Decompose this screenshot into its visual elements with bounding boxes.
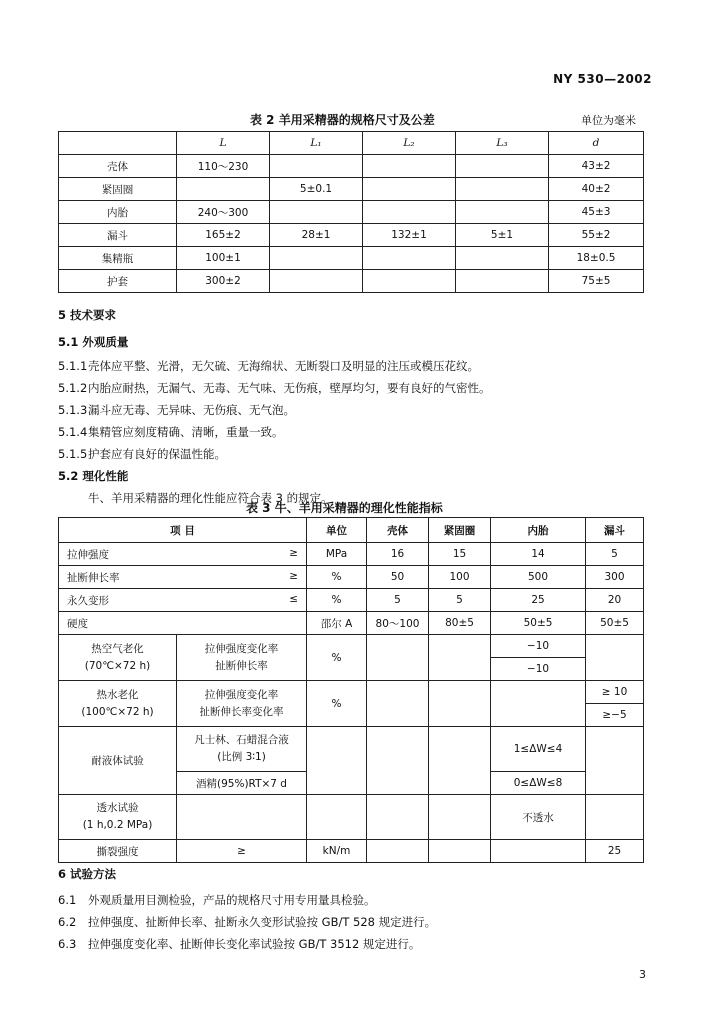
para-text: 漏斗应无毒、无异味、无伤痕、无气泡。: [88, 403, 295, 417]
property-name: 热空气老化 (70℃×72 h): [59, 635, 177, 681]
table3-header: 内胎: [491, 518, 586, 543]
table2-header-row: [59, 132, 644, 155]
value-cell: [586, 635, 644, 681]
para-text: 集精管应刻度精确、清晰，重量一致。: [88, 425, 284, 439]
table-row: [59, 201, 644, 224]
paragraph-6-1: [58, 892, 376, 908]
value-cell: [586, 727, 644, 795]
unit-cell: [307, 795, 367, 840]
section51-title: 5.1 外观质量: [58, 335, 129, 349]
table3-header: 单位: [307, 518, 367, 543]
table2-header: L₂: [363, 132, 456, 155]
component-name: 紧固圈: [59, 178, 177, 201]
dimension-cell: 43±2: [549, 155, 644, 178]
dimension-cell: [363, 270, 456, 293]
table2-caption: 表 2 羊用采精器的规格尺寸及公差: [250, 113, 435, 127]
table3-header: 漏斗: [586, 518, 644, 543]
value-cell: [367, 635, 429, 681]
dimension-cell: [270, 201, 363, 224]
table3-caption: 表 3 牛、羊用采精器的理化性能指标: [246, 501, 443, 515]
para-number: 6.3: [58, 937, 77, 951]
value-cell: 5: [367, 589, 429, 612]
unit-cell: MPa: [307, 543, 367, 566]
value-cell: 15: [429, 543, 491, 566]
property-name: 永久变形 ≤: [59, 589, 307, 612]
sub-property: 拉伸强度变化率 扯断伸长率: [177, 635, 307, 681]
para-text: 壳体应平整、光滑，无欠硫、无海绵状、无断裂口及明显的注压或模压花纹。: [88, 359, 479, 373]
paragraph-6-2: [58, 914, 436, 930]
unit-cell: %: [307, 635, 367, 681]
table-row: [59, 247, 644, 270]
table3-header: 壳体: [367, 518, 429, 543]
dimension-cell: 300±2: [177, 270, 270, 293]
value-cell: 16: [367, 543, 429, 566]
unit-cell: %: [307, 589, 367, 612]
property-name: 拉伸强度 ≥: [59, 543, 307, 566]
dimension-cell: 100±1: [177, 247, 270, 270]
value-cell: 80±5: [429, 612, 491, 635]
dimension-cell: 18±0.5: [549, 247, 644, 270]
sub-property: 拉伸强度变化率 扯断伸长率变化率: [177, 681, 307, 727]
table-row: [59, 178, 644, 201]
section5-title: 5 技术要求: [58, 308, 117, 322]
dimension-cell: [270, 270, 363, 293]
value-cell: 25: [586, 840, 644, 863]
value-cell: ≥ 10: [586, 681, 644, 704]
table-row: [59, 727, 644, 772]
component-name: 漏斗: [59, 224, 177, 247]
unit-cell: 邵尔 A: [307, 612, 367, 635]
para-number: 5.1.5: [58, 447, 88, 461]
table3-header: 紧固圈: [429, 518, 491, 543]
unit-cell: %: [307, 566, 367, 589]
value-cell: 50±5: [586, 612, 644, 635]
paragraph-5-1-2: [58, 380, 491, 396]
dimension-cell: [363, 155, 456, 178]
value-cell: 不透水: [491, 795, 586, 840]
dimension-cell: 132±1: [363, 224, 456, 247]
dimension-cell: 55±2: [549, 224, 644, 247]
property-name: 撕裂强度: [59, 840, 177, 863]
para-number: 5.1.4: [58, 425, 88, 439]
property-name: 透水试验 (1 h,0.2 MPa): [59, 795, 177, 840]
paragraph-6-3: [58, 936, 420, 952]
unit-cell: %: [307, 681, 367, 727]
table3-header-row: [59, 518, 644, 543]
para-number: 6.1: [58, 893, 77, 907]
value-cell: [367, 681, 429, 727]
table-row: [59, 224, 644, 247]
value-cell: 20: [586, 589, 644, 612]
dimension-cell: 75±5: [549, 270, 644, 293]
table-row: [59, 566, 644, 589]
standard-number: NY 530—2002: [553, 72, 652, 86]
value-cell: [586, 795, 644, 840]
page-number: 3: [639, 968, 646, 981]
para-number: 6.2: [58, 915, 77, 929]
value-cell: 100: [429, 566, 491, 589]
dimension-cell: [456, 178, 549, 201]
dimension-cell: [456, 247, 549, 270]
dimension-cell: [363, 201, 456, 224]
table2-header: L₃: [456, 132, 549, 155]
section52-text: 牛、羊用采精器的理化性能应符合表 3 的规定。: [88, 491, 333, 505]
table-row: [59, 612, 644, 635]
property-name: 硬度: [59, 612, 307, 635]
dimension-cell: [270, 155, 363, 178]
table-row: [59, 155, 644, 178]
property-name: 耐液体试验: [59, 727, 177, 795]
table-row: [59, 589, 644, 612]
value-cell: 5: [586, 543, 644, 566]
value-cell: 14: [491, 543, 586, 566]
para-text: 护套应有良好的保温性能。: [88, 447, 226, 461]
table2-unit: 单位为毫米: [581, 114, 636, 127]
sub-property: 酒精(95%)RT×7 d: [177, 772, 307, 795]
para-text: 外观质量用目测检验，产品的规格尺寸用专用量具检验。: [88, 893, 376, 907]
property-name: 热水老化 (100℃×72 h): [59, 681, 177, 727]
value-cell: 0≤ΔW≤8: [491, 772, 586, 795]
value-cell: 50±5: [491, 612, 586, 635]
dimension-cell: 110～230: [177, 155, 270, 178]
table2-header: L₁: [270, 132, 363, 155]
component-name: 壳体: [59, 155, 177, 178]
value-cell: [429, 840, 491, 863]
paragraph-5-1-5: [58, 446, 226, 462]
para-number: 5.1.1: [58, 359, 88, 373]
component-name: 集精瓶: [59, 247, 177, 270]
table2: [58, 131, 644, 293]
value-cell: [367, 727, 429, 795]
sub-property: ≥: [177, 840, 307, 863]
table3: [58, 517, 644, 863]
dimension-cell: [456, 270, 549, 293]
value-cell: [429, 795, 491, 840]
dimension-cell: 5±1: [456, 224, 549, 247]
value-cell: 300: [586, 566, 644, 589]
value-cell: [367, 795, 429, 840]
table2-header: d: [549, 132, 644, 155]
table3-header: 项 目: [59, 518, 307, 543]
para-text: 内胎应耐热，无漏气、无毒、无气味、无伤痕，壁厚均匀，要有良好的气密性。: [88, 381, 491, 395]
value-cell: [429, 681, 491, 727]
value-cell: [491, 681, 586, 727]
table-row: [59, 543, 644, 566]
value-cell: [491, 840, 586, 863]
dimension-cell: [363, 247, 456, 270]
value-cell: [429, 635, 491, 681]
dimension-cell: 5±0.1: [270, 178, 363, 201]
dimension-cell: [270, 247, 363, 270]
para-text: 拉伸强度变化率、扯断伸长变化率试验按 GB/T 3512 规定进行。: [88, 937, 421, 951]
dimension-cell: 165±2: [177, 224, 270, 247]
paragraph-5-1-3: [58, 402, 295, 418]
component-name: 护套: [59, 270, 177, 293]
value-cell: 1≤ΔW≤4: [491, 727, 586, 772]
section52-title: 5.2 理化性能: [58, 469, 129, 483]
value-cell: −10: [491, 658, 586, 681]
dimension-cell: 40±2: [549, 178, 644, 201]
component-name: 内胎: [59, 201, 177, 224]
value-cell: [367, 840, 429, 863]
dimension-cell: [456, 201, 549, 224]
table-row: [59, 681, 644, 704]
value-cell: −10: [491, 635, 586, 658]
sub-property: [177, 795, 307, 840]
sub-property: 凡士林、石蜡混合液 (比例 3∶1): [177, 727, 307, 772]
dimension-cell: [456, 155, 549, 178]
paragraph-5-1-1: [58, 358, 479, 374]
value-cell: 25: [491, 589, 586, 612]
para-number: 5.1.3: [58, 403, 88, 417]
paragraph-5-1-4: [58, 424, 284, 440]
value-cell: ≥−5: [586, 704, 644, 727]
section6-title: 6 试验方法: [58, 867, 117, 881]
table2-header: [59, 132, 177, 155]
dimension-cell: [363, 178, 456, 201]
para-text: 拉伸强度、扯断伸长率、扯断永久变形试验按 GB/T 528 规定进行。: [88, 915, 437, 929]
unit-cell: kN/m: [307, 840, 367, 863]
table-row: [59, 795, 644, 840]
table-row: [59, 270, 644, 293]
value-cell: 50: [367, 566, 429, 589]
table-row: [59, 635, 644, 658]
property-name: 扯断伸长率 ≥: [59, 566, 307, 589]
value-cell: 80～100: [367, 612, 429, 635]
table-row: [59, 840, 644, 863]
value-cell: [429, 727, 491, 795]
dimension-cell: 28±1: [270, 224, 363, 247]
unit-cell: [307, 727, 367, 795]
value-cell: 5: [429, 589, 491, 612]
value-cell: 500: [491, 566, 586, 589]
dimension-cell: [177, 178, 270, 201]
dimension-cell: 240～300: [177, 201, 270, 224]
dimension-cell: 45±3: [549, 201, 644, 224]
table2-header: L: [177, 132, 270, 155]
para-number: 5.1.2: [58, 381, 88, 395]
